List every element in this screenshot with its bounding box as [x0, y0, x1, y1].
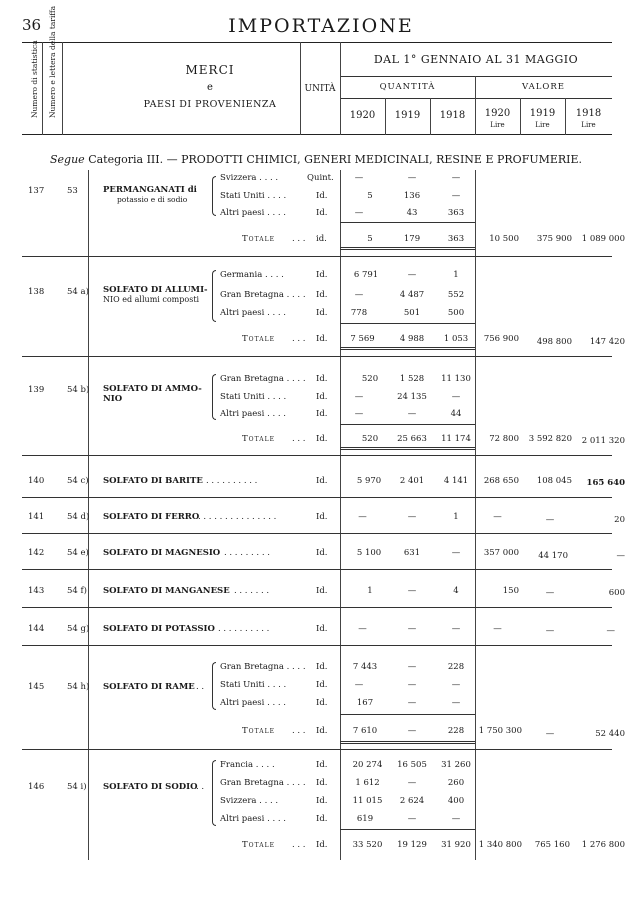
q1919: —: [407, 680, 417, 690]
q1918: 400: [447, 796, 465, 806]
page-number: 36: [22, 16, 42, 34]
q1920: —: [354, 392, 364, 402]
total-q1918: 1 053: [443, 334, 469, 344]
row-separator: [22, 607, 612, 608]
stat-number: 144: [28, 624, 45, 634]
v1920: —: [493, 624, 502, 634]
unit: Id.: [316, 698, 328, 708]
col-divider: [42, 42, 43, 135]
total-dots: . . .: [292, 334, 306, 344]
v-year-1919: 1919: [529, 108, 556, 119]
unit: Id.: [316, 586, 328, 596]
v1919: 44 170: [538, 551, 568, 561]
unit: Id.: [316, 760, 328, 770]
col-num-tariffa: Numero e lettera della tariffa: [48, 5, 57, 118]
q1919: —: [407, 778, 417, 788]
category-text: Categoria III. — PRODOTTI CHIMICI, GENERI MEDICINALI, RESINE E PROFUMERIE.: [88, 153, 583, 166]
header-divider: [340, 76, 612, 77]
tariffa-number: 54 i): [67, 782, 87, 792]
country-name: Altri paesi . . . .: [220, 409, 286, 419]
q1919: 16 505: [397, 760, 427, 770]
merce-name: SOLFATO DI MAGNESIO: [103, 548, 221, 558]
q1920: —: [354, 409, 364, 419]
total-label: Totale: [242, 726, 275, 736]
unit: Id.: [316, 191, 328, 201]
q1918: —: [451, 548, 461, 558]
tariffa-number: 54 e): [67, 548, 89, 558]
q1918: 4: [453, 586, 459, 596]
country-name: Germania . . . .: [220, 270, 284, 280]
total-q1919: 4 988: [399, 334, 425, 344]
unit: Id.: [316, 392, 328, 402]
v1918: —: [606, 626, 615, 636]
q1920: 20 274: [352, 760, 383, 770]
v1918: 20: [614, 515, 625, 525]
merce-name: SOLFATO DI ALLUMI-: [103, 285, 208, 295]
total-dots: . . .: [292, 234, 306, 244]
row-separator: [22, 569, 612, 570]
stat-number: 137: [28, 186, 45, 196]
total-v1919: 3 592 820: [528, 434, 572, 444]
q1918: 44: [450, 409, 462, 419]
unit: Id.: [316, 680, 328, 690]
merce-subtitle: potassio e di sodio: [117, 195, 188, 204]
q1920: —: [354, 208, 364, 218]
q1920: 11 015: [352, 796, 383, 806]
header-merci: MERCI: [185, 63, 235, 77]
col-divider: [565, 98, 566, 135]
unit: Id.: [316, 512, 328, 522]
leader-dots: . . . . . . . . . .: [206, 476, 258, 486]
country-name: Stati Uniti . . . .: [220, 680, 287, 690]
col-divider: [520, 98, 521, 135]
category-segue: Segue: [50, 153, 85, 166]
double-line: [340, 247, 475, 250]
unit: id.: [316, 234, 327, 244]
q1920: 5 100: [356, 548, 382, 558]
tariffa-number: 54 a): [67, 287, 89, 297]
v-lire-1919: Lire: [535, 121, 550, 129]
merce-name: SOLFATO DI SODIO: [103, 782, 198, 792]
q1919: 2 624: [399, 796, 425, 806]
q1918: 500: [447, 308, 465, 318]
merce-subtitle: NIO ed allumi composti: [103, 295, 200, 304]
tariffa-number: 54 g): [67, 624, 90, 634]
q1919: —: [407, 270, 417, 280]
total-v1919: 765 160: [534, 840, 570, 850]
q1920: —: [354, 173, 364, 183]
v1920: 150: [502, 586, 519, 596]
q1919: —: [407, 586, 417, 596]
country-name: Altri paesi . . . .: [220, 698, 286, 708]
v-year-1918: 1918: [575, 108, 602, 119]
row-separator: [22, 497, 612, 498]
col-divider: [475, 76, 476, 135]
header-unita: UNITÀ: [304, 84, 336, 94]
q1919: —: [407, 512, 417, 522]
sum-line: [340, 714, 475, 715]
total-q1918: 363: [447, 234, 465, 244]
country-name: Altri paesi . . . .: [220, 814, 286, 824]
q1920: —: [354, 680, 364, 690]
q1920: 6 791: [353, 270, 379, 280]
stat-number: 138: [28, 287, 45, 297]
q1918: —: [451, 173, 461, 183]
total-q1919: 25 663: [397, 434, 427, 444]
q1918: 1: [453, 512, 459, 522]
total-q1918: 31 920: [441, 840, 471, 850]
unit: Id.: [316, 726, 328, 736]
stat-number: 143: [28, 586, 45, 596]
total-v1918: 1 276 800: [581, 840, 625, 850]
tariffa-number: 54 c): [67, 476, 89, 486]
total-q1918: 11 174: [441, 434, 471, 444]
q1918: 260: [447, 778, 465, 788]
q1920: 5: [367, 191, 373, 201]
brace: [212, 270, 216, 322]
total-v1918: 147 420: [589, 337, 625, 347]
v-year-1920: 1920: [484, 108, 511, 119]
country-name: Svizzera . . . .: [220, 796, 279, 806]
unit: Id.: [316, 208, 328, 218]
total-v1920: 1 340 800: [478, 840, 522, 850]
row-separator: [22, 256, 612, 257]
q1919: 43: [406, 208, 418, 218]
total-v1920: 72 800: [489, 434, 519, 444]
total-label: Totale: [242, 840, 275, 850]
total-label: Totale: [242, 234, 275, 244]
merce-name: SOLFATO DI AMMO-: [103, 384, 202, 394]
total-v1920: 756 900: [483, 334, 519, 344]
q-year-1918: 1918: [439, 110, 466, 121]
brace: [212, 176, 216, 216]
q1918: —: [451, 624, 461, 634]
q1920: 7 443: [352, 662, 378, 672]
header-valore: VALORE: [522, 82, 565, 92]
total-v1918: 1 089 000: [581, 234, 625, 244]
q1919: —: [407, 624, 417, 634]
row-separator: [22, 645, 612, 646]
double-line: [340, 741, 475, 744]
header-e: e: [207, 82, 213, 93]
v1919: —: [545, 588, 555, 598]
q1918: 4 141: [443, 476, 469, 486]
category-line: [50, 153, 582, 166]
total-q1920: 520: [361, 434, 379, 444]
unit: Id.: [316, 270, 328, 280]
country-name: Stati Uniti . . . .: [220, 392, 287, 402]
v1918: —: [616, 551, 625, 561]
merce-name: SOLFATO DI RAME: [103, 682, 195, 692]
leader-dots: . . . . . . . . . .: [218, 624, 270, 634]
q1920: 619: [356, 814, 374, 824]
total-q1918: 228: [447, 726, 465, 736]
sum-line: [340, 323, 475, 324]
unit: Id.: [316, 290, 328, 300]
merce-name: SOLFATO DI FERRO: [103, 512, 200, 522]
unit: Id.: [316, 476, 328, 486]
country-name: Gran Bretagna . . . .: [220, 662, 306, 672]
merce-name: PERMANGANATI di: [103, 185, 197, 195]
q1918: 363: [447, 208, 465, 218]
q1919: —: [407, 409, 417, 419]
v1920: 268 650: [483, 476, 519, 486]
brace: [212, 760, 216, 826]
tariffa-number: 53: [67, 186, 78, 196]
sum-line: [340, 829, 475, 830]
unit: Id.: [316, 334, 328, 344]
v-lire-1920: Lire: [490, 121, 505, 129]
stat-number: 146: [28, 782, 45, 792]
total-label: Totale: [242, 434, 275, 444]
unit: Id.: [316, 840, 328, 850]
total-dots: . . .: [292, 434, 306, 444]
country-name: Altri paesi . . . .: [220, 308, 286, 318]
merce-name: SOLFATO DI BARITE: [103, 476, 203, 486]
col-divider: [340, 42, 341, 135]
stat-number: 142: [28, 548, 45, 558]
leader-dots: . . . . . . .: [234, 586, 270, 596]
merce-subtitle: NIO: [103, 394, 123, 404]
total-v1920: 10 500: [489, 234, 519, 244]
v1920: —: [493, 512, 502, 522]
q1918: 31 260: [441, 760, 471, 770]
country-name: Gran Bretagna . . . .: [220, 290, 306, 300]
unit: Id.: [316, 308, 328, 318]
q1918: 11 130: [441, 374, 471, 384]
col-divider: [62, 42, 63, 135]
q1920: —: [358, 624, 367, 634]
top-rule: [22, 42, 612, 43]
stat-number: 139: [28, 385, 45, 395]
col-divider: [300, 42, 301, 135]
merce-name: SOLFATO DI POTASSIO: [103, 624, 215, 634]
unit: Id.: [316, 796, 328, 806]
q1920: 520: [361, 374, 379, 384]
q1919: 501: [403, 308, 421, 318]
q1918: 1: [453, 270, 459, 280]
v-lire-1918: Lire: [581, 121, 596, 129]
q-year-1920: 1920: [349, 110, 376, 121]
col-divider: [430, 98, 431, 135]
total-q1919: 179: [403, 234, 421, 244]
col-num-statistica: Numero di statistica: [30, 40, 39, 118]
row-separator: [22, 356, 612, 357]
unit: Id.: [316, 434, 328, 444]
v1920: 357 000: [483, 548, 519, 558]
col-divider: [385, 98, 386, 135]
country-name: Gran Bretagna . . . .: [220, 778, 306, 788]
total-q1919: —: [407, 726, 417, 736]
q1920: —: [358, 512, 367, 522]
brace: [212, 662, 216, 710]
total-label: Totale: [242, 334, 275, 344]
q1919: 24 135: [397, 392, 427, 402]
header-quantita: QUANTITÀ: [379, 82, 436, 92]
v1919: 108 045: [536, 476, 572, 486]
header-bottom-rule: [22, 134, 612, 135]
q1920: 167: [356, 698, 374, 708]
v1919: —: [545, 515, 555, 525]
leader-dots: . .: [196, 682, 205, 692]
v1918: 600: [608, 588, 625, 598]
q1919: 1 528: [399, 374, 425, 384]
tariffa-number: 54 h): [67, 682, 90, 692]
unit: Quint.: [307, 173, 334, 183]
header-paesi: PAESI DI PROVENIENZA: [143, 99, 277, 110]
country-name: Svizzera . . . .: [220, 173, 279, 183]
merce-name: SOLFATO DI MANGANESE: [103, 586, 230, 596]
q1919: —: [407, 173, 417, 183]
total-dots: . . .: [292, 726, 306, 736]
q1920: —: [354, 290, 364, 300]
q1919: 136: [403, 191, 421, 201]
v1918: 165 640: [586, 478, 625, 488]
total-q1920: 5: [367, 234, 373, 244]
total-v1919: 498 800: [536, 337, 572, 347]
row-separator: [22, 533, 612, 534]
total-v1918: 52 440: [595, 729, 625, 739]
sum-line: [340, 424, 475, 425]
unit: Id.: [316, 548, 328, 558]
q1920: 5 970: [356, 476, 382, 486]
q1919: 4 487: [399, 290, 425, 300]
unit: Id.: [316, 624, 328, 634]
q1919: 2 401: [399, 476, 425, 486]
q1920: 778: [350, 308, 368, 318]
stat-number: 141: [28, 512, 45, 522]
stat-number: 145: [28, 682, 45, 692]
q1918: —: [451, 191, 461, 201]
stat-number: 140: [28, 476, 45, 486]
total-q1920: 7 569: [350, 334, 375, 344]
unit: Id.: [316, 814, 328, 824]
q1919: 631: [403, 548, 421, 558]
page-title: IMPORTAZIONE: [228, 15, 414, 37]
double-line: [340, 347, 475, 350]
row-separator: [22, 455, 612, 456]
q-year-1919: 1919: [394, 110, 421, 121]
total-dots: . . .: [292, 840, 306, 850]
country-name: Stati Uniti . . . .: [220, 191, 287, 201]
q1918: —: [451, 392, 461, 402]
total-q1920: 7 610: [352, 726, 378, 736]
unit: Id.: [316, 409, 328, 419]
unit: Id.: [316, 778, 328, 788]
q1919: —: [407, 662, 417, 672]
q1919: —: [407, 814, 417, 824]
q1920: 1 612: [355, 778, 380, 788]
country-name: Altri paesi . . . .: [220, 208, 286, 218]
country-name: Francia . . . .: [220, 760, 275, 770]
q1918: 228: [447, 662, 465, 672]
q1918: —: [451, 698, 461, 708]
tariffa-number: 54 b): [67, 385, 90, 395]
q1918: —: [451, 814, 461, 824]
q1920: 1: [367, 586, 373, 596]
sum-line: [340, 222, 475, 223]
unit: Id.: [316, 374, 328, 384]
v1919: —: [545, 626, 555, 636]
q1919: —: [407, 698, 417, 708]
total-v1920: 1 750 300: [478, 726, 522, 736]
total-v1919: 375 900: [536, 234, 572, 244]
tariffa-number: 54 d): [67, 512, 90, 522]
header-divider: [340, 98, 612, 99]
brace: [212, 374, 216, 420]
total-q1920: 33 520: [352, 840, 383, 850]
q1918: —: [451, 680, 461, 690]
leader-dots: . . . . . . . . . . . . . . .: [198, 512, 277, 522]
header-period: DAL 1° GENNAIO AL 31 MAGGIO: [373, 53, 579, 66]
total-q1919: 19 129: [397, 840, 427, 850]
leader-dots: . . . . . . . . .: [224, 548, 270, 558]
q1918: 552: [447, 290, 465, 300]
total-v1919: —: [545, 729, 555, 739]
unit: Id.: [316, 662, 328, 672]
country-name: Gran Bretagna . . . .: [220, 374, 306, 384]
double-line: [340, 447, 475, 450]
total-v1918: 2 011 320: [581, 436, 625, 446]
row-separator: [22, 749, 612, 750]
tariffa-number: 54 f): [67, 586, 87, 596]
leader-dots: . .: [196, 782, 205, 792]
